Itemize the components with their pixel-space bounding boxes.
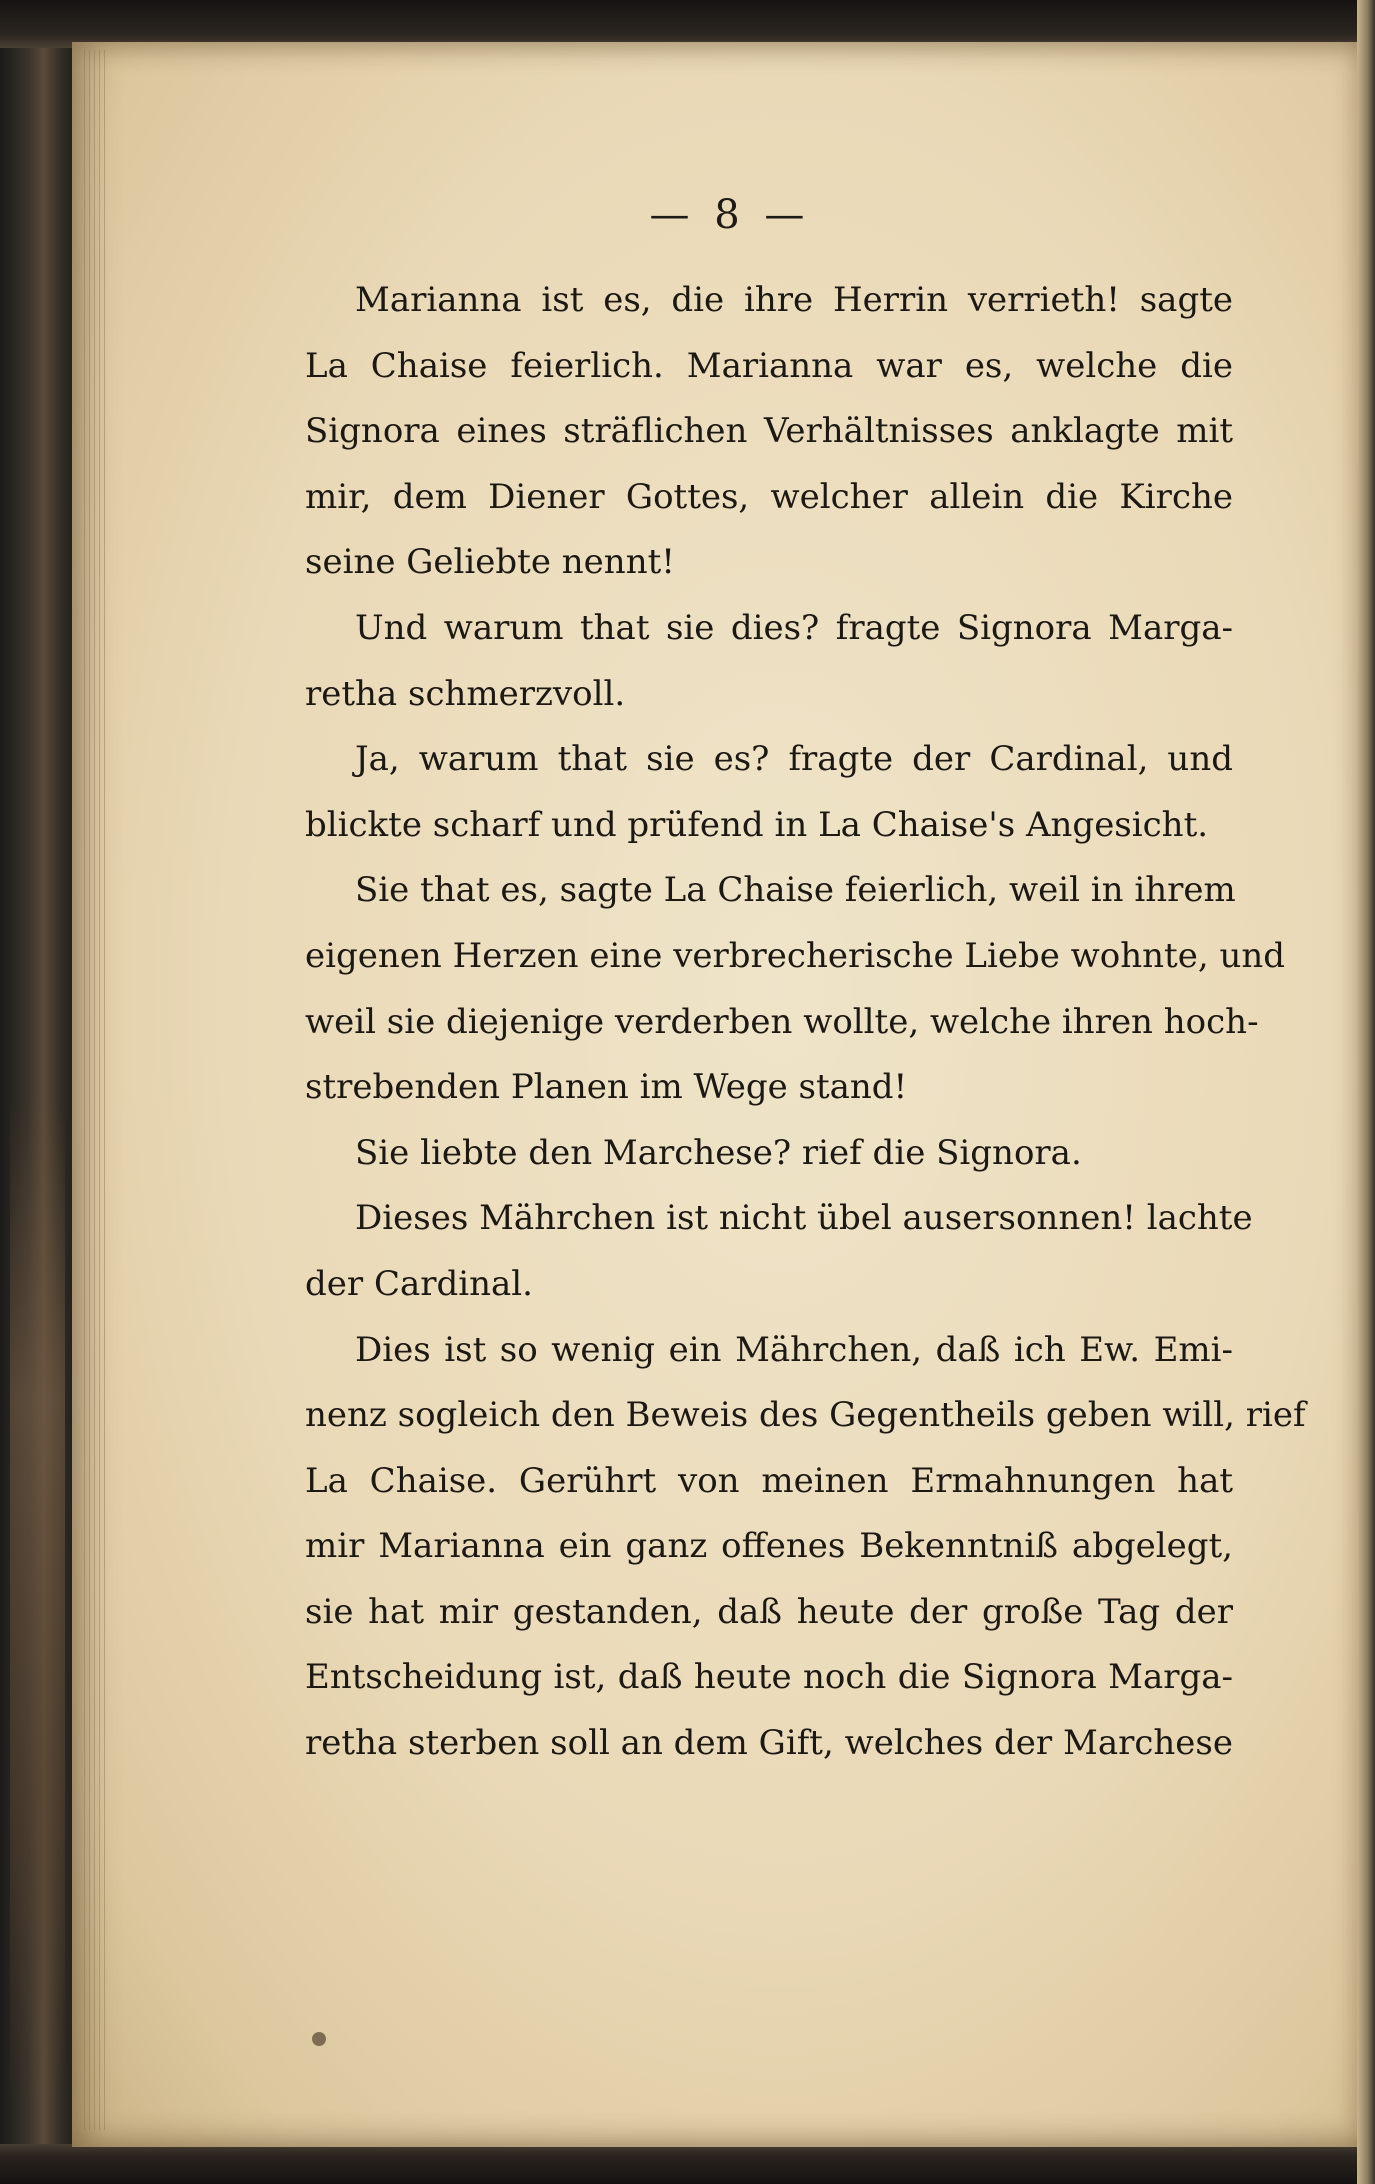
body-text	[305, 268, 1306, 1777]
page-number: — 8 —	[649, 192, 811, 238]
text-line: Ja, warum that sie es? fragte der Cardinal, und	[355, 739, 1233, 780]
text-line: mir, dem Diener Gottes, welcher allein die Kirche	[305, 476, 1233, 517]
ink-smudge	[312, 2032, 326, 2046]
spine-wear	[10, 1100, 65, 2100]
text-line: Entscheidung ist, daß heute noch die Signora Marga-	[305, 1657, 1233, 1698]
text-line: Sie that es, sagte La Chaise feierlich, weil in ihrem	[355, 870, 1236, 911]
text-line: nenz sogleich den Beweis des Gegentheils geben will, rief	[305, 1395, 1306, 1436]
text-line: retha schmerzvoll.	[305, 673, 626, 714]
text-line: Dieses Mährchen ist nicht übel ausersonnen! lachte	[355, 1198, 1253, 1239]
text-line: La Chaise feierlich. Marianna war es, welche die	[305, 345, 1233, 386]
text-line: seine Geliebte nennt!	[305, 542, 675, 583]
text-line: sie hat mir gestanden, daß heute der große Tag der	[305, 1591, 1233, 1632]
text-line: Signora eines sträflichen Verhältnisses anklagte mit	[305, 411, 1233, 452]
top-cover-edge	[0, 0, 1375, 48]
text-line: Und warum that sie dies? fragte Signora Marga-	[355, 607, 1233, 648]
text-line: Sie liebte den Marchese? rief die Signora.	[355, 1132, 1082, 1173]
bottom-cover-edge	[0, 2144, 1375, 2184]
page-stack-edges	[84, 50, 106, 2130]
text-line: Marianna ist es, die ihre Herrin verrieth! sagte	[355, 280, 1233, 320]
right-page-edge	[1357, 0, 1375, 2184]
text-line: eigenen Herzen eine verbrecherische Liebe wohnte, und	[305, 935, 1286, 976]
text-line: mir Marianna ein ganz offenes Bekenntniß abgelegt,	[305, 1526, 1233, 1567]
text-line: strebenden Planen im Wege stand!	[305, 1067, 908, 1108]
text-line: weil sie diejenige verderben wollte, welche ihren hoch-	[305, 1001, 1259, 1042]
text-line: retha sterben soll an dem Gift, welches der Marchese	[305, 1723, 1233, 1764]
text-line: blickte scharf und prüfend in La Chaise's Angesicht.	[305, 804, 1209, 845]
text-line: der Cardinal.	[305, 1263, 533, 1304]
text-line: Dies ist so wenig ein Mährchen, daß ich Ew. Emi-	[355, 1329, 1233, 1370]
text-line: La Chaise. Gerührt von meinen Ermahnungen hat	[305, 1460, 1233, 1501]
